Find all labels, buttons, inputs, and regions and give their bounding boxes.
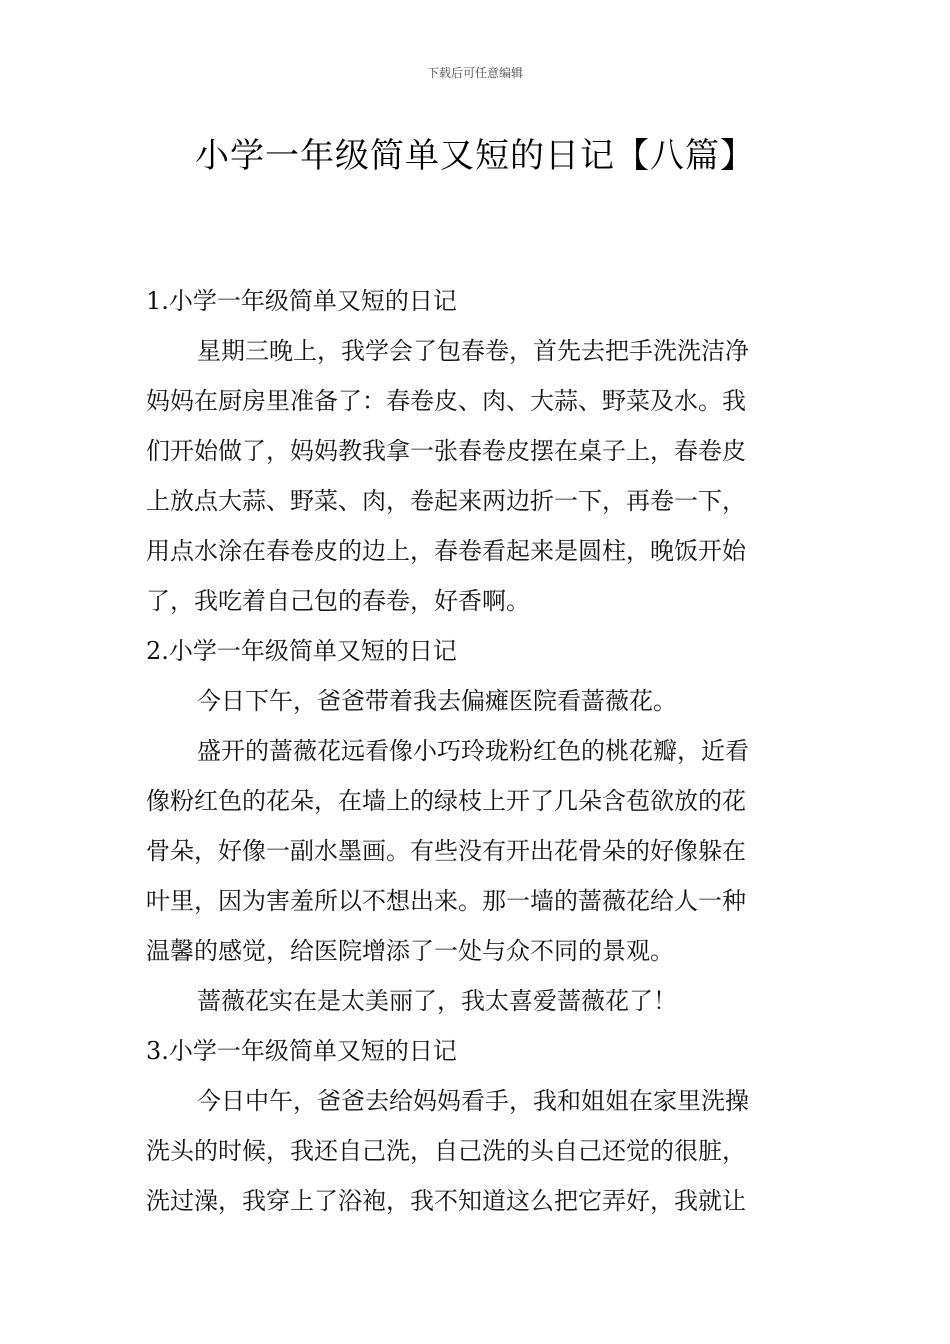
header-note: 下载后可任意编辑 — [426, 66, 523, 80]
text-line: 星期三晚上，我学会了包春卷，首先去把手洗洗洁净 — [197, 337, 749, 365]
text-line: 洗过澡，我穿上了浴袍，我不知道这么把它弄好，我就让 — [146, 1187, 746, 1215]
text-line: 用点水涂在春卷皮的边上，春卷看起来是圆柱，晚饭开始 — [146, 537, 746, 565]
text-line: 叶里，因为害羞所以不想出来。那一墙的蔷薇花给人一种 — [146, 887, 746, 915]
text-line: 温馨的感觉，给医院增添了一处与众不同的景观。 — [146, 937, 674, 965]
text-line: 洗头的时候，我还自己洗，自己洗的头自己还觉的很脏， — [146, 1137, 746, 1165]
text-line: 蔷薇花实在是太美丽了，我太喜爱蔷薇花了！ — [197, 987, 677, 1015]
text-line: 上放点大蒜、野菜、肉，卷起来两边折一下，再卷一下， — [146, 487, 746, 515]
section-heading: 2.小学一年级简单又短的日记 — [146, 637, 457, 665]
text-line: 像粉红色的花朵，在墙上的绿枝上开了几朵含苞欲放的花 — [146, 787, 746, 815]
section-heading: 1.小学一年级简单又短的日记 — [146, 287, 457, 315]
text-line: 骨朵，好像一副水墨画。有些没有开出花骨朵的好像躲在 — [146, 837, 746, 865]
document-body — [146, 276, 808, 1226]
text-line: 妈妈在厨房里准备了：春卷皮、肉、大蒜、野菜及水。我 — [146, 387, 746, 415]
document-title: 小学一年级简单又短的日记【八篇】 — [195, 136, 755, 176]
text-line: 今日中午，爸爸去给妈妈看手，我和姐姐在家里洗操 — [197, 1087, 749, 1115]
text-line: 今日下午，爸爸带着我去偏瘫医院看蔷薇花。 — [197, 687, 677, 715]
section-heading: 3.小学一年级简单又短的日记 — [146, 1037, 457, 1065]
text-line: 了，我吃着自己包的春卷，好香啊。 — [146, 587, 530, 615]
text-line: 盛开的蔷薇花远看像小巧玲珑粉红色的桃花瓣，近看 — [197, 737, 749, 765]
text-line: 们开始做了，妈妈教我拿一张春卷皮摆在桌子上，春卷皮 — [146, 437, 746, 465]
